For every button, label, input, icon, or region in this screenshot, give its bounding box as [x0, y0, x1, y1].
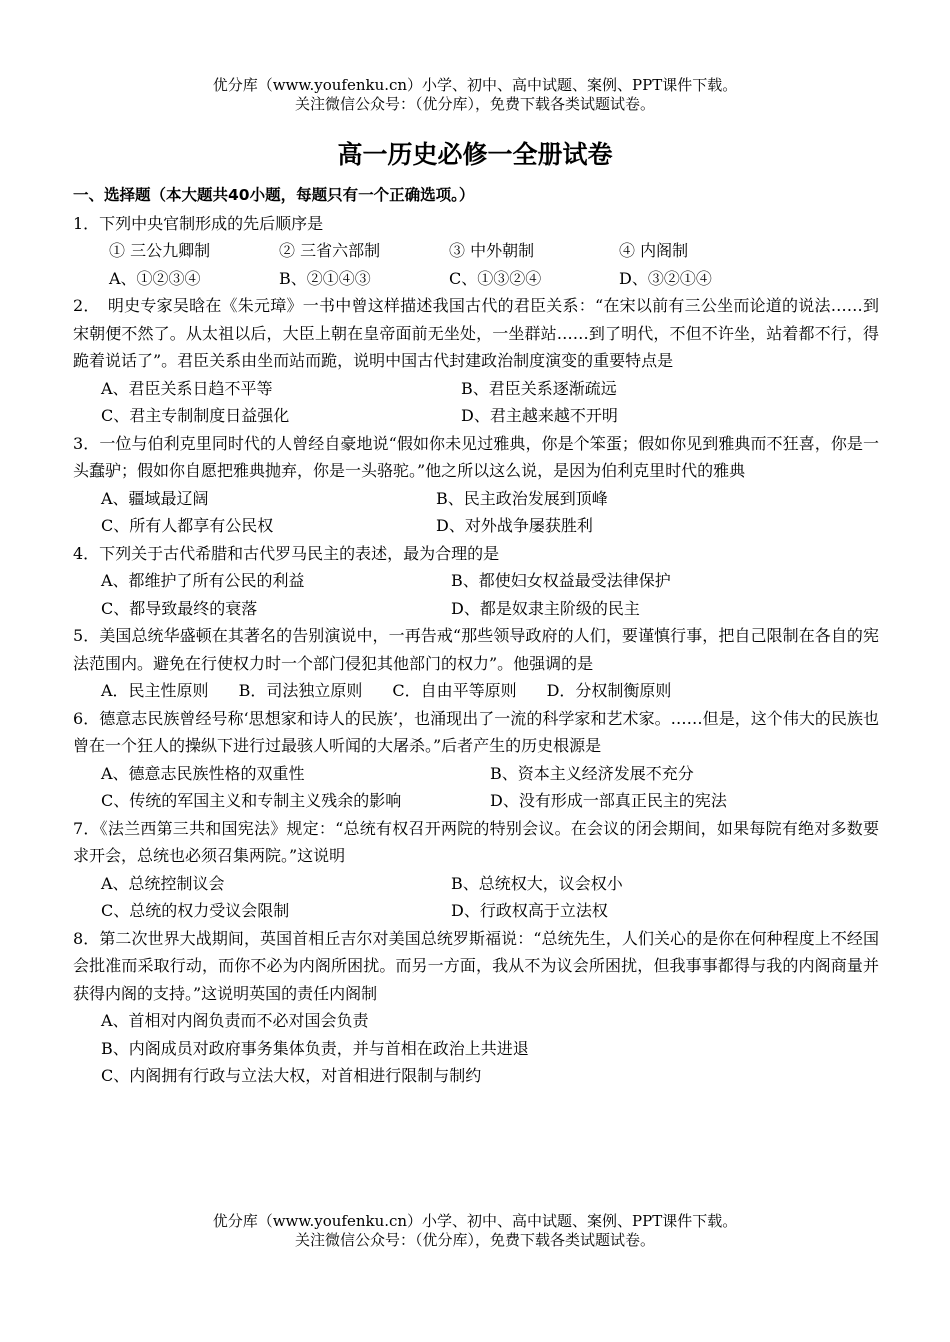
q4-option: D、都是奴隶主阶级的民主: [451, 598, 640, 618]
q7-option: B、总统权大，议会权小: [451, 873, 623, 893]
question-7-options-row1: [73, 870, 879, 898]
q6-option: C、传统的军国主义和专制主义残余的影响: [101, 791, 402, 810]
q2-option: B、君臣关系逐渐疏远: [461, 378, 617, 398]
q5-option: D．分权制衡原则: [546, 681, 672, 700]
q1-item: ④ 内阁制: [619, 241, 689, 260]
q2-option: A、君臣关系日趋不平等: [101, 378, 273, 398]
question-6-options-row1: [73, 760, 879, 788]
question-1-stem: 1．下列中央官制形成的先后顺序是: [73, 213, 324, 233]
question-4-stem: 4．下列关于古代希腊和古代罗马民主的表述，最为合理的是: [73, 543, 500, 563]
question-4-options-row1: [73, 567, 879, 595]
question-4-options-row2: [73, 595, 879, 623]
question-5-options: [73, 677, 879, 705]
q4-option: B、都使妇女权益最受法律保护: [451, 571, 671, 590]
q7-option: D、行政权高于立法权: [451, 901, 608, 920]
q3-option: A、疆域最辽阔: [101, 488, 209, 508]
footer-line-2: 关注微信公众号：（优分库），免费下载各类试题试卷。: [294, 1231, 655, 1249]
header-line-1: 优分库（www.youfenku.cn）小学、初中、高中试题、案例、PPT课件下载。: [212, 76, 738, 94]
q5-option: C．自由平等原则: [392, 681, 517, 700]
question-1-items: [73, 237, 879, 265]
q8-option: C、内阁拥有行政与立法大权，对首相进行限制与制约: [101, 1066, 482, 1085]
question-5-stem: 5．美国总统华盛顿在其著名的告别演说中，一再告戒“那些领导政府的人们，要谨慎行事，把自己限制在各自的宪法范围内。避免在行使权力时一个部门侵犯其他部门的权力”。他强调的是: [73, 626, 879, 673]
q6-option: B、资本主义经济发展不充分: [490, 763, 694, 783]
q5-option: B．司法独立原则: [238, 681, 363, 700]
question-7-options-row2: [73, 897, 879, 925]
q1-item: ③ 中外朝制: [449, 241, 535, 260]
question-6-options-row2: [73, 787, 879, 815]
exam-content: [73, 182, 879, 1090]
q3-option: C、所有人都享有公民权: [101, 516, 274, 535]
header-line-2: 关注微信公众号：（优分库），免费下载各类试题试卷。: [294, 95, 655, 113]
page-header: [0, 76, 950, 114]
q7-option: A、总统控制议会: [101, 873, 225, 893]
q1-option: A、①②③④: [109, 268, 201, 288]
question-2-stem: 2． 明史专家吴晗在《朱元璋》一书中曾这样描述我国古代的君臣关系：“在宋以前有三公坐而论道的说法……到宋朝便不然了。从太祖以后，大臣上朝在皇帝面前无坐处，一坐群站……到了明代，不但不许坐，站着都不行，得跪着说话了”。君臣关系由坐而站而跪，说明中国古代封建政治制度演变的重要特点是: [73, 296, 879, 370]
q4-option: A、都维护了所有公民的利益: [101, 571, 305, 590]
question-3-options-row2: [73, 512, 879, 540]
question-6-stem: 6．德意志民族曾经号称‘思想家和诗人的民族’，也涌现出了一流的科学家和艺术家。……但是，这个伟大的民族也曾在一个狂人的操纵下进行过最骇人听闻的大屠杀。”后者产生的历史根源是: [73, 708, 879, 755]
question-8-stem: 8．第二次世界大战期间，英国首相丘吉尔对美国总统罗斯福说：“总统先生，人们关心的是你在何种程度上不经国会批准而采取行动，而你不必为内阁所困扰。而另一方面，我从不为议会所困扰，但我事事都得与我的内阁商量并获得内阁的支持。”这说明英国的责任内阁制: [73, 928, 879, 1003]
q7-option: C、总统的权力受议会限制: [101, 901, 290, 920]
q1-option: B、②①④③: [279, 268, 371, 288]
q6-option: D、没有形成一部真正民主的宪法: [490, 791, 727, 810]
q2-option: D、君主越来越不开明: [461, 406, 618, 425]
page-footer: [0, 1212, 950, 1250]
q8-option: A、首相对内阁负责而不必对国会负责: [101, 1011, 369, 1030]
question-1-options: [73, 265, 879, 293]
question-2-options-row1: [73, 375, 879, 403]
footer-line-1: 优分库（www.youfenku.cn）小学、初中、高中试题、案例、PPT课件下载。: [212, 1212, 738, 1230]
q1-option: D、③②①④: [619, 268, 712, 288]
question-2-options-row2: [73, 402, 879, 430]
q5-option: A．民主性原则: [101, 681, 209, 700]
question-7-stem: 7．《法兰西第三共和国宪法》规定：“总统有权召开两院的特别会议。在会议的闭会期间，如果每院有绝对多数要求开会，总统也必须召集两院。”这说明: [73, 818, 879, 865]
q3-option: B、民主政治发展到顶峰: [436, 488, 608, 508]
q1-option: C、①③②④: [449, 268, 542, 288]
question-3-options-row1: [73, 485, 879, 513]
section-heading: 一、选择题（本大题共40小题，每题只有一个正确选项。）: [73, 186, 475, 204]
q8-option: B、内阁成员对政府事务集体负责，并与首相在政治上共进退: [101, 1038, 529, 1058]
page-title: 高一历史必修一全册试卷: [337, 140, 613, 169]
q3-option: D、对外战争屡获胜利: [436, 516, 593, 535]
q6-option: A、德意志民族性格的双重性: [101, 763, 305, 783]
q1-item: ② 三省六部制: [279, 241, 381, 260]
question-3-stem: 3．一位与伯利克里同时代的人曾经自豪地说“假如你未见过雅典，你是个笨蛋；假如你见到雅典而不狂喜，你是一头蠢驴；假如你自愿把雅典抛弃，你是一头骆驼。”他之所以这么说，是因为伯利克里时代的雅典: [73, 433, 879, 480]
q2-option: C、君主专制制度日益强化: [101, 406, 290, 425]
q1-item: ① 三公九卿制: [109, 241, 211, 260]
q4-option: C、都导致最终的衰落: [101, 598, 258, 618]
